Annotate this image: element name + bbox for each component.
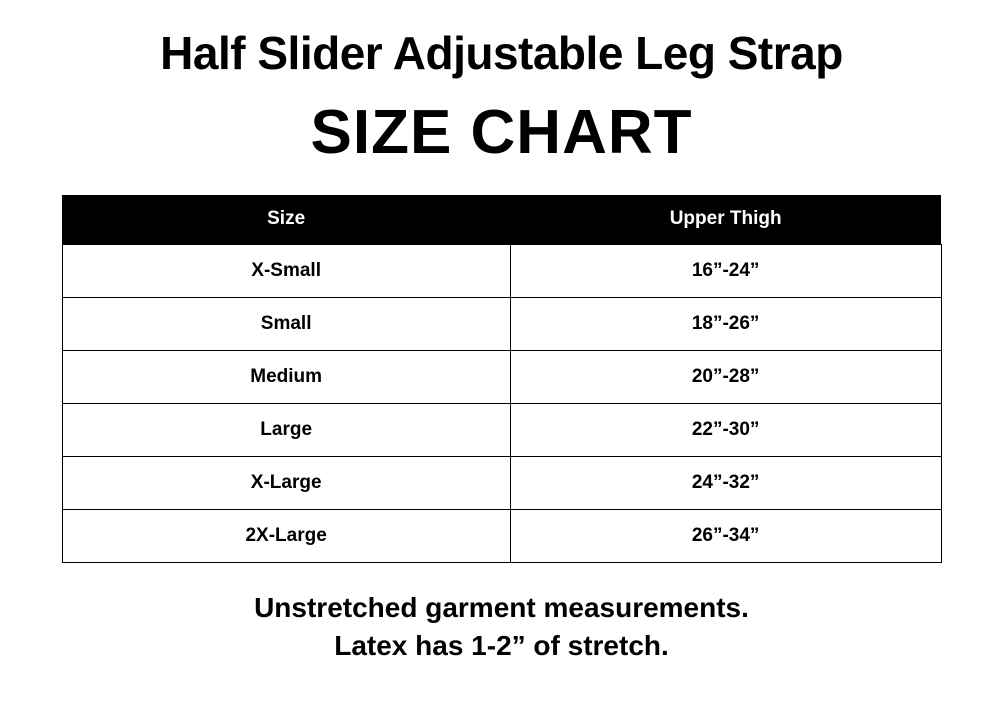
footnote	[0, 589, 1003, 665]
table-row	[62, 403, 941, 456]
cell-size: Medium	[62, 350, 510, 403]
size-chart-table-container	[62, 195, 942, 563]
table-row	[62, 456, 941, 509]
column-header-size: Size	[62, 195, 510, 245]
size-chart-table	[62, 195, 942, 563]
table-row	[62, 244, 941, 297]
cell-upper-thigh: 16”-24”	[510, 244, 941, 297]
cell-upper-thigh: 20”-28”	[510, 350, 941, 403]
table-header	[62, 195, 941, 245]
footnote-line-2: Latex has 1-2” of stretch.	[334, 629, 669, 661]
cell-size: X-Large	[62, 456, 510, 509]
cell-size: Large	[62, 403, 510, 456]
table-row	[62, 350, 941, 403]
cell-upper-thigh: 18”-26”	[510, 297, 941, 350]
cell-size: 2X-Large	[62, 509, 510, 562]
table-row	[62, 297, 941, 350]
cell-size: X-Small	[62, 244, 510, 297]
page-title: Half Slider Adjustable Leg Strap	[160, 27, 843, 79]
table-header-row	[62, 195, 941, 245]
table-body	[62, 244, 941, 562]
cell-size: Small	[62, 297, 510, 350]
column-header-upper-thigh: Upper Thigh	[510, 195, 941, 245]
cell-upper-thigh: 26”-34”	[510, 509, 941, 562]
table-row	[62, 509, 941, 562]
footnote-line-1: Unstretched garment measurements.	[254, 591, 749, 623]
page-subtitle: SIZE CHART	[310, 97, 693, 167]
cell-upper-thigh: 24”-32”	[510, 456, 941, 509]
cell-upper-thigh: 22”-30”	[510, 403, 941, 456]
